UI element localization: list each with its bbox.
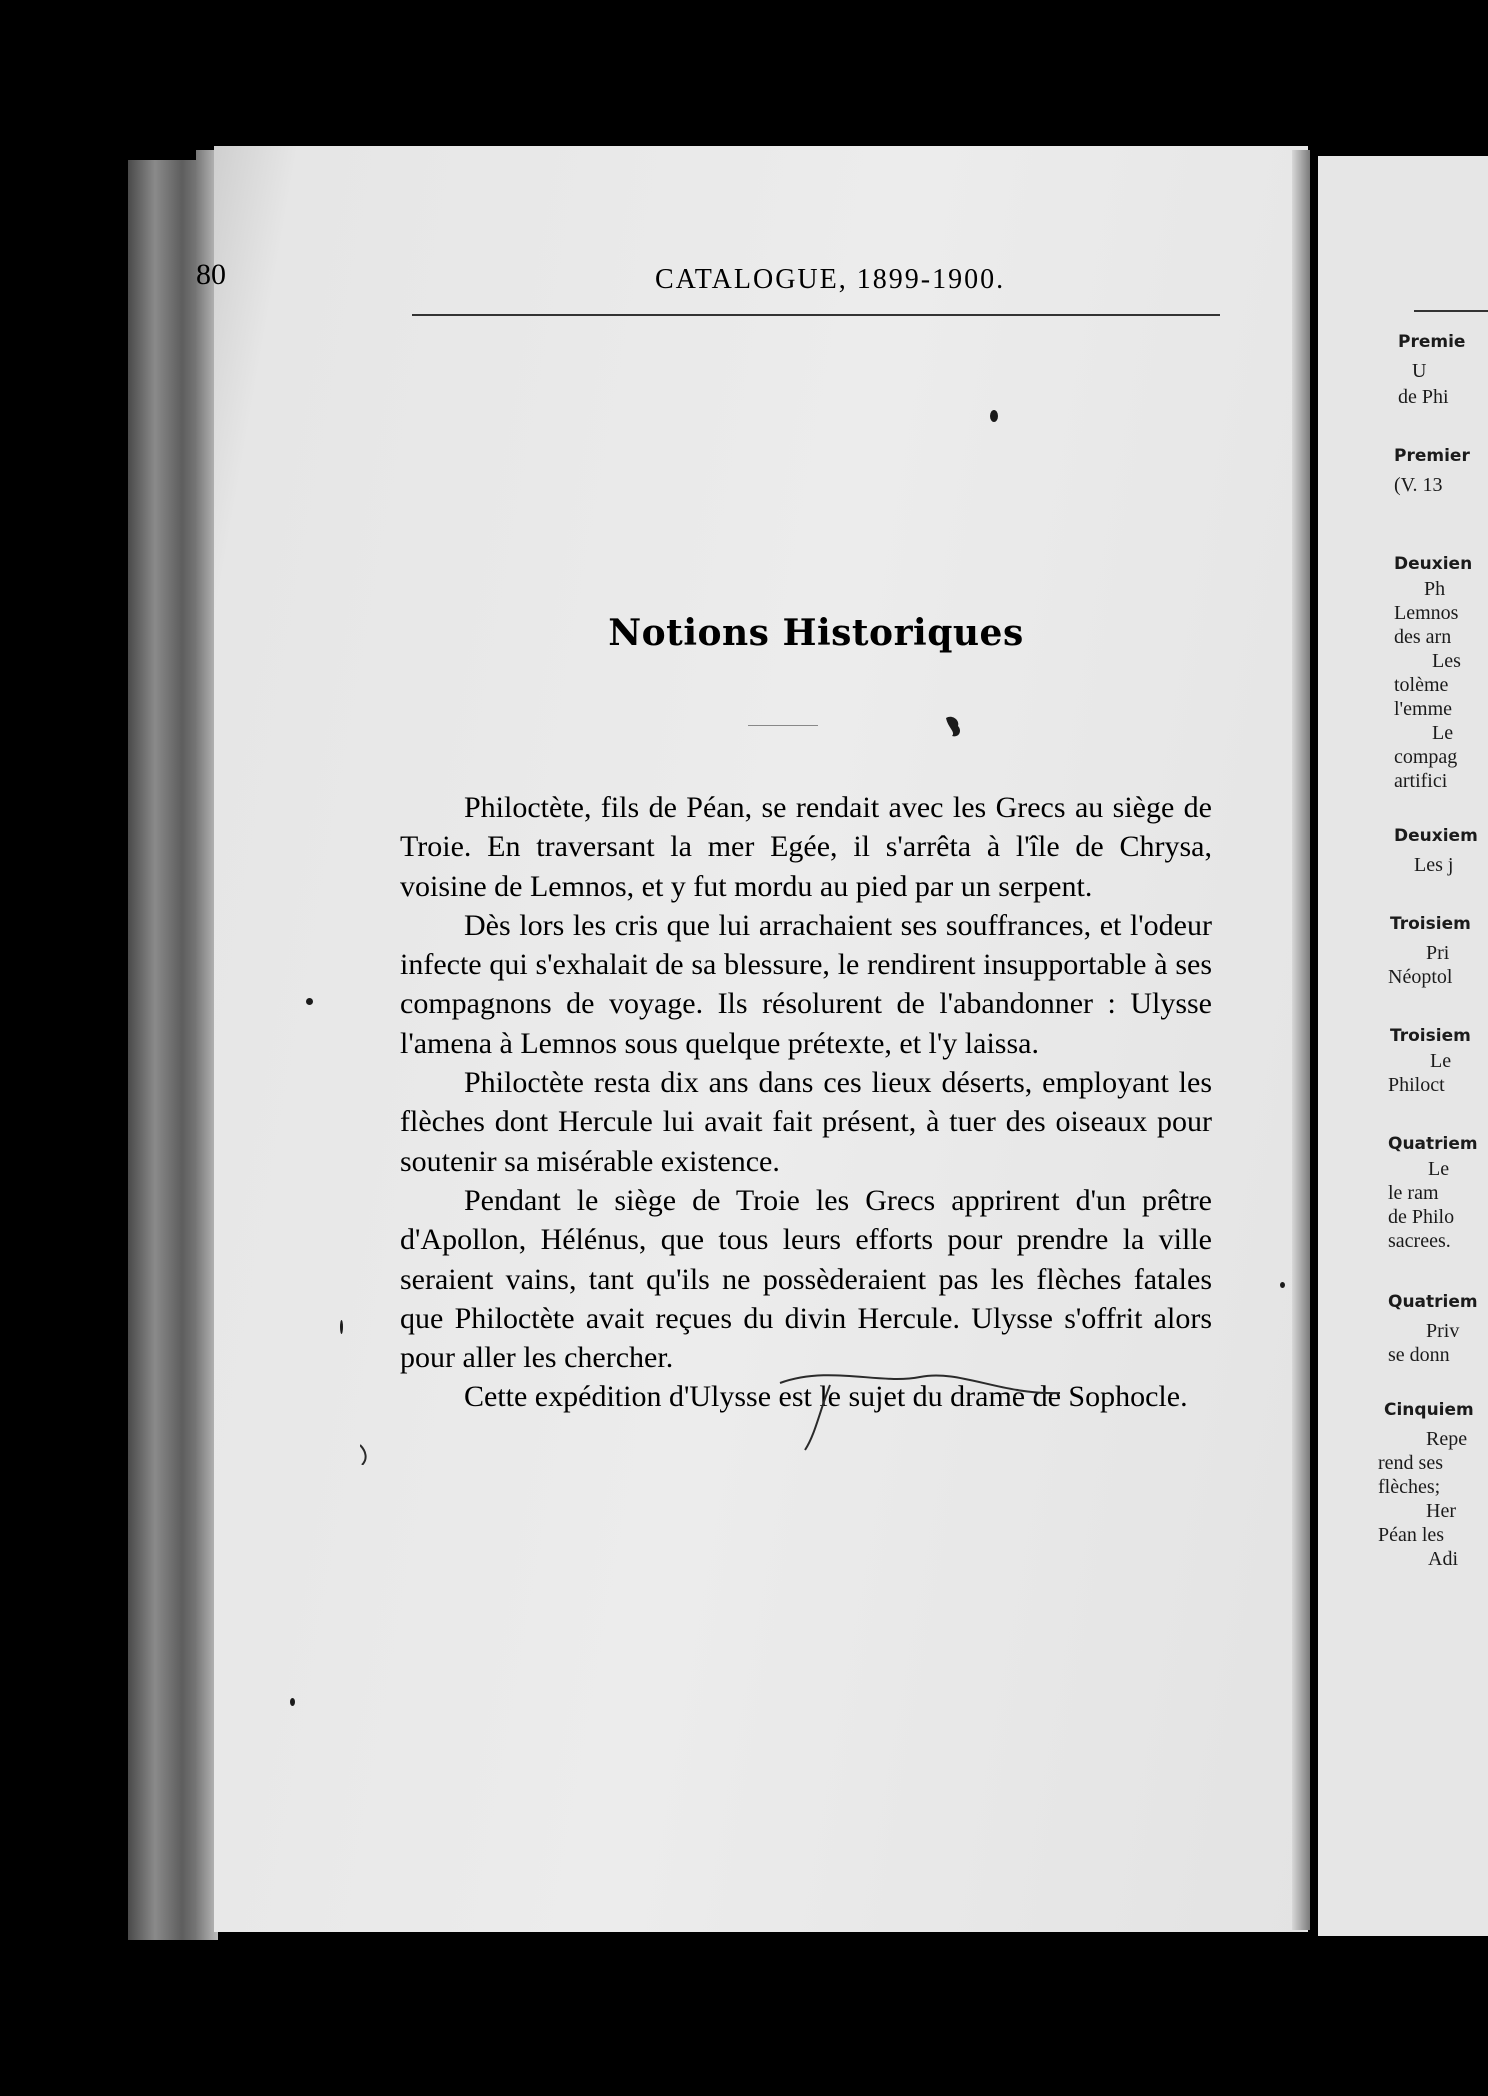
paragraph: Dès lors les cris que lui arrachaient ses souffrances, et l'odeur infecte qui s'exhalait de sa blessure, le rendirent insupportable à ses compagnons de voyage. Ils résolurent de l'abandonner : Ulysse l'amena à Lemnos sous quelque prétexte, et l'y laissa. — [400, 908, 1212, 1060]
right-page-heading: Quatriem — [1388, 1292, 1478, 1312]
right-page-line: Néoptol — [1388, 966, 1453, 988]
right-page-line: le ram — [1388, 1182, 1439, 1204]
right-page — [1318, 156, 1488, 1936]
right-page-line: Péan les — [1378, 1524, 1445, 1546]
dust-speck — [990, 410, 998, 422]
right-page-line: Ph — [1424, 578, 1446, 600]
right-page-line: flèches; — [1378, 1476, 1441, 1498]
right-page-line: rend ses — [1378, 1452, 1443, 1474]
right-page-line: de Phi — [1398, 386, 1449, 408]
right-page-heading: Cinquiem — [1384, 1400, 1474, 1420]
right-page-line: (V. 13 — [1394, 474, 1443, 496]
right-page-heading: Troisiem — [1390, 914, 1471, 934]
right-page-line: Repe — [1426, 1428, 1468, 1450]
paragraph: Philoctète, fils de Péan, se rendait avec les Grecs au siège de Troie. En traversant la mer Egée, il s'arrêta à l'île de Chrysa, voisine de Lemnos, et y fut mordu au pied par un serpent. — [400, 791, 1212, 903]
header-rule — [412, 314, 1220, 316]
page-gutter — [1292, 150, 1310, 1930]
right-page-line: Pri — [1426, 942, 1450, 964]
title-divider — [748, 725, 818, 726]
paragraph: Cette expédition d'Ulysse est le sujet du drame de Sophocle. — [464, 1380, 1188, 1414]
right-page-line: Les j — [1414, 854, 1454, 876]
right-page-line: des arn — [1394, 626, 1452, 648]
dust-speck — [290, 1698, 295, 1706]
right-page-header-rule — [1414, 310, 1488, 312]
paragraph: Philoctète resta dix ans dans ces lieux déserts, employant les flèches dont Hercule lui avait fait présent, à tuer des oiseaux pour soutenir sa misérable existence. — [400, 1066, 1212, 1178]
body-text — [400, 788, 1212, 1417]
right-page-line: artifici — [1394, 770, 1448, 792]
right-page-heading: Premie — [1398, 332, 1466, 352]
right-page-line: de Philo — [1388, 1206, 1455, 1228]
running-title: CATALOGUE, 1899-1900. — [655, 264, 1006, 295]
right-page-line: U — [1412, 360, 1427, 382]
right-page-line: Priv — [1426, 1320, 1460, 1342]
right-page-line: sacrees. — [1388, 1230, 1451, 1252]
right-page-line: Her — [1426, 1500, 1456, 1522]
right-page-line: Les — [1432, 650, 1461, 672]
right-page-heading: Deuxien — [1394, 554, 1473, 574]
right-page-line: Philoct — [1388, 1074, 1445, 1096]
right-page-line: Adi — [1428, 1548, 1458, 1570]
right-page-line: Lemnos — [1394, 602, 1459, 624]
right-page-line: compag — [1394, 746, 1458, 768]
dust-speck — [1280, 1282, 1285, 1288]
page-number: 80 — [196, 258, 226, 291]
paragraph: Pendant le siège de Troie les Grecs apprirent d'un prêtre d'Apollon, Hélénus, que tous leurs efforts pour prendre la ville seraient vains, tant qu'ils ne possèderaient pas les flèches fatales que Philoctète avait reçues du divin Hercule. Ulysse s'offrit alors pour aller les chercher. — [400, 1183, 1212, 1375]
right-page-heading: Troisiem — [1390, 1026, 1471, 1046]
dust-speck — [340, 1320, 343, 1334]
right-page-line: se donn — [1388, 1344, 1450, 1366]
dust-speck — [306, 998, 313, 1005]
right-page-line: tolème — [1394, 674, 1449, 696]
pen-mark — [360, 1355, 1300, 1465]
right-page-heading: Deuxiem — [1394, 826, 1478, 846]
right-page-line: Le — [1430, 1050, 1452, 1072]
right-page-line: l'emme — [1394, 698, 1453, 720]
right-page-heading: Quatriem — [1388, 1134, 1478, 1154]
ornament-icon — [942, 714, 964, 740]
right-page-line: Le — [1428, 1158, 1450, 1180]
right-page-heading: Premier — [1394, 446, 1470, 466]
right-page-line: Le — [1432, 722, 1454, 744]
section-title: Notions Historiques — [608, 612, 1024, 654]
